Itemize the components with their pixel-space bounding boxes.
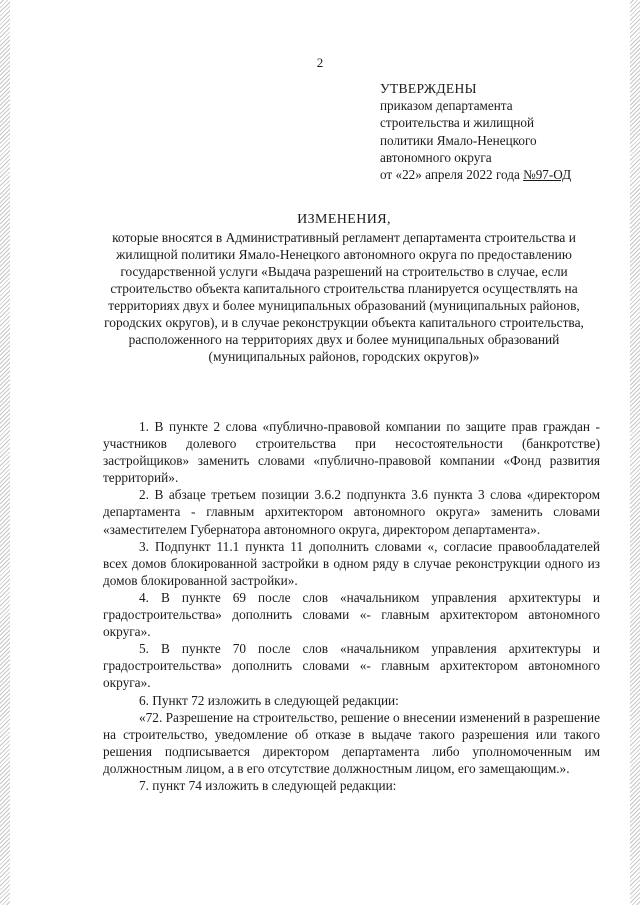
change-item-4: 4. В пункте 69 после слов «начальником управления архитектуры и градостроительства» дополнить словами «- главным архитектором автономного округа». [103, 589, 600, 640]
change-item-2: 2. В абзаце третьем позиции 3.6.2 подпункта 3.6 пункта 3 слова «директором департамента - главным архитектором автономного округа» заменить словами «заместителем Губернатора автономного округа, директором департамента». [103, 487, 600, 537]
approval-heading: УТВЕРЖДЕНЫ [380, 81, 477, 96]
changes-title-block [88, 211, 600, 365]
approval-line-2: строительства и жилищной [380, 115, 535, 131]
change-item-3: 3. Подпункт 11.1 пункта 11 дополнить словами «, согласие правообладателей всех домов блокированной застройки в одном ряду в случае реконструкции одного из домов блокированной застройки». [103, 538, 600, 588]
document-subtitle: которые вносятся в Административный регламент департамента строительства и жилищной политики Ямало-Ненецкого автономного округа по предоставлению государственной услуги «Выдача разрешений на строительство в случае, если строительство объекта капитального строительства планируется осуществлять на территориях двух и более муниципальных образований (муниципальных районов, городских округов), и в случае реконструкции объекта капитального строительства, расположенного на территориях двух и более муниципальных образований (муниципальных районов, городских округов)» [104, 230, 584, 364]
approval-line-1: приказом департамента [380, 98, 513, 114]
approval-date: от «22» апреля 2022 года [380, 167, 524, 183]
order-number: №97-ОД [523, 167, 572, 183]
change-item-5: 5. В пункте 70 после слов «начальником управления архитектуры и градостроительства» дополнить словами «- главным архитектором автономного округа». [103, 641, 600, 691]
document-title: ИЗМЕНЕНИЯ, [297, 212, 391, 227]
change-item-7: 7. пункт 74 изложить в следующей редакции: [139, 777, 397, 793]
approval-block [380, 80, 605, 183]
change-item-1: 1. В пункте 2 слова «публично-правовой компании по защите прав граждан - участников долевого строительства при несостоятельности (банкротстве) застройщиков» заменить словами «публично-правовой компании «Фонд развития территорий». [103, 419, 600, 486]
approval-line-4: автономного округа [380, 149, 492, 165]
page-number: 2 [316, 55, 324, 70]
approval-line-3: политики Ямало-Ненецкого [380, 132, 537, 148]
change-item-6-quote: «72. Разрешение на строительство, решение о внесении изменений в разрешение на строительство, уведомление об отказе в выдаче такого разрешения или такого решения подписывается директором департамента либо уполномоченным им должностным лицом, а в его отсутствие должностным лицом, его замещающим.». [103, 709, 600, 776]
changes-body [103, 418, 600, 794]
change-item-6: 6. Пункт 72 изложить в следующей редакции: [139, 692, 399, 708]
approval-date-line [380, 166, 605, 183]
